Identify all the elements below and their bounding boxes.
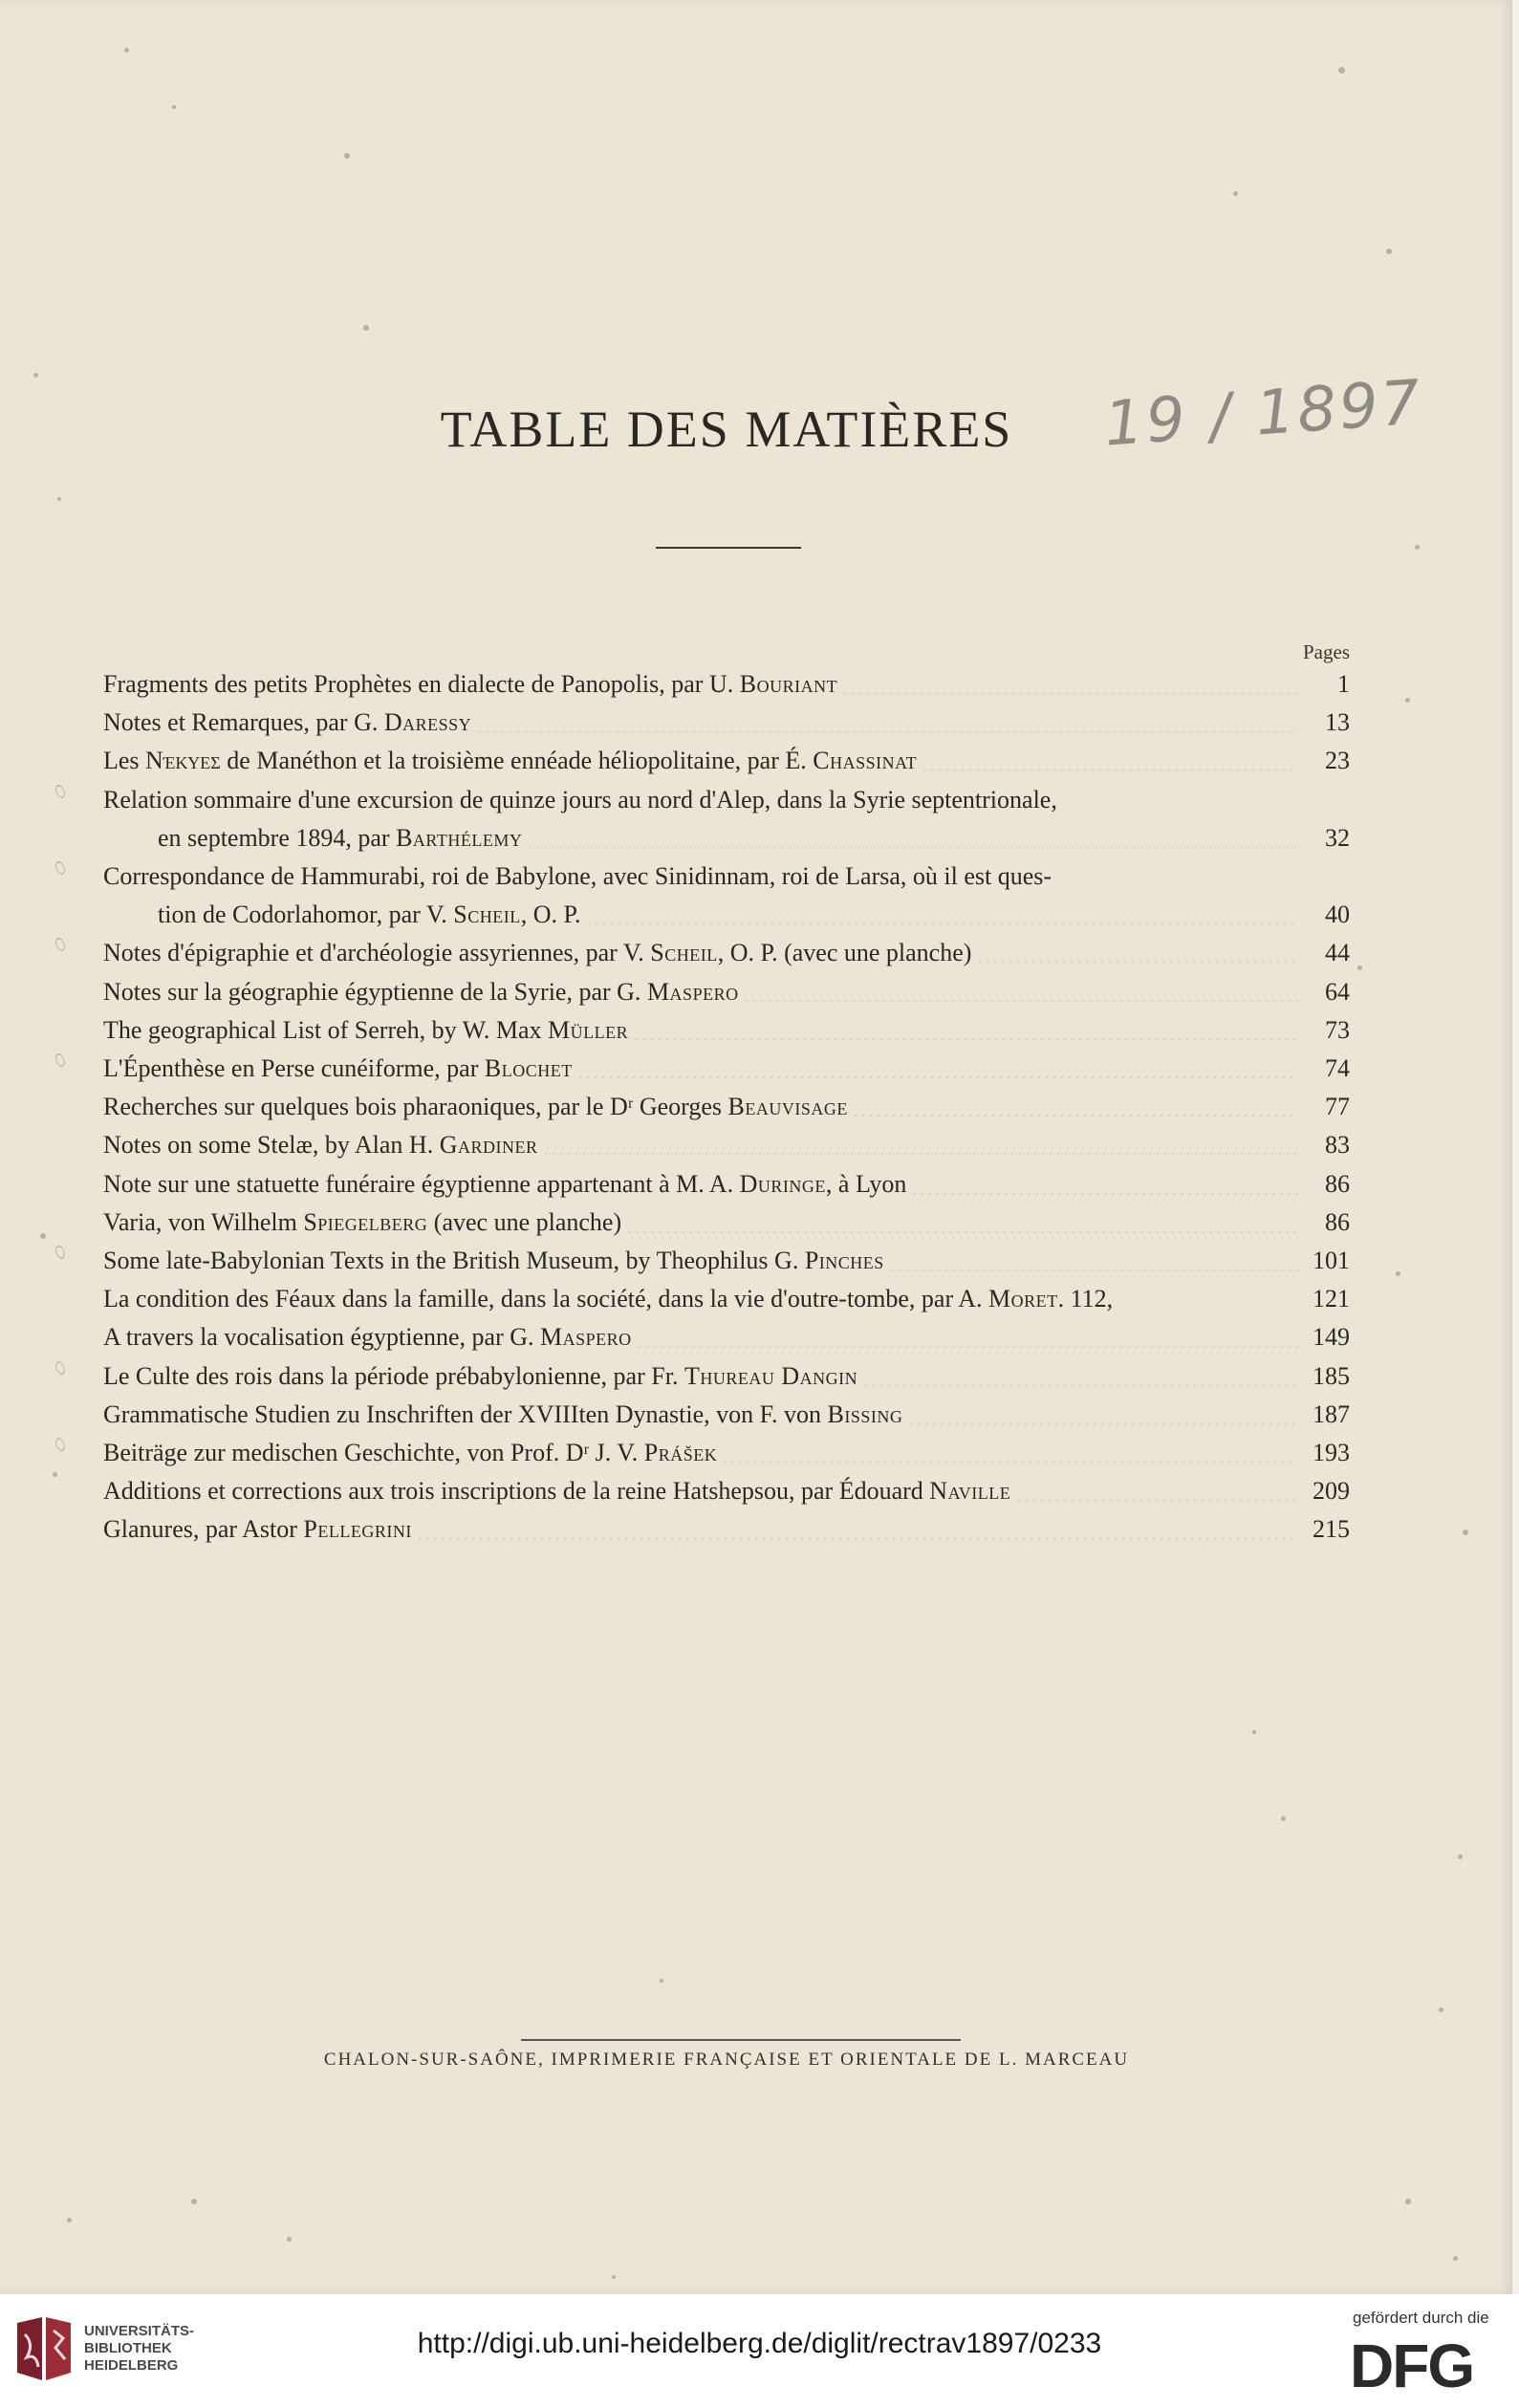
toc-entry: [103, 1396, 1350, 1434]
toc-entry: [103, 1510, 1350, 1549]
author-name: Müller: [548, 1015, 629, 1044]
toc-entry: [103, 973, 1350, 1011]
title-text: A travers la vocalisation égyptienne, par G.: [103, 1323, 541, 1352]
author-name: Daressy: [383, 708, 472, 737]
title-text: Fragments des petits Prophètes en dialecte de Panopolis, par U.: [103, 670, 740, 698]
toc-entry: [103, 1011, 1350, 1050]
paper-speck: [660, 1979, 663, 1983]
toc-entry: [103, 857, 1350, 934]
title-text: Varia, von Wilhelm: [103, 1207, 304, 1236]
toc-entry: [103, 1050, 1350, 1088]
title-text: . 112,: [1057, 1285, 1114, 1313]
toc-entry-title: [158, 896, 581, 934]
title-text: tion de Codorlahomor, par V.: [158, 900, 454, 929]
toc-entry: [103, 704, 1350, 742]
paper-speck: [1439, 2007, 1443, 2012]
author-name: Pellegrini: [303, 1515, 412, 1544]
handwritten-annotation: 19 / 1897: [1101, 367, 1425, 461]
author-name: Maspero: [540, 1323, 632, 1352]
title-text: Notes sur la géographie égyptienne de la Syrie, par G.: [103, 977, 647, 1006]
toc-entry: [103, 1472, 1350, 1510]
title-text: Notes on some Stelæ, by Alan H.: [103, 1131, 440, 1160]
toc-entry-line: [103, 1318, 1350, 1356]
paper-speck: [67, 2218, 72, 2223]
title-text: , O. P. (avec une planche): [717, 939, 972, 967]
dot-leader: [745, 977, 1298, 1002]
dot-leader: [418, 1514, 1298, 1539]
title-text: Additions et corrections aux trois inscriptions de la reine Hatshepsou, par Édouard: [103, 1477, 930, 1506]
paper-speck: [172, 105, 176, 109]
dot-leader: [723, 1438, 1298, 1463]
paper-speck: [612, 2275, 616, 2279]
author-name: Blochet: [484, 1054, 573, 1083]
title-text: Le Culte des rois dans la période prébabylonienne, par Fr.: [103, 1361, 684, 1390]
toc-page-number: 32: [1325, 823, 1350, 852]
table-of-contents: [103, 665, 1350, 1550]
toc-entry-title: [103, 1050, 573, 1088]
dot-leader: [912, 1169, 1298, 1194]
toc-page-number: 149: [1313, 1323, 1350, 1352]
toc-entry: [103, 1126, 1350, 1164]
author-name: Barthélemy: [396, 823, 523, 852]
dfg-logo: DFG: [1350, 2332, 1474, 2400]
toc-entry-line: [103, 1011, 1350, 1050]
dot-leader: [477, 707, 1298, 732]
dot-leader: [908, 1399, 1298, 1424]
toc-entry: [103, 1242, 1350, 1280]
toc-entry-title: [103, 973, 739, 1011]
toc-entry-line: [103, 819, 1350, 857]
author-name: Bouriant: [739, 670, 838, 698]
author-name: Scheil: [453, 900, 521, 929]
dot-leader: [627, 1207, 1298, 1232]
toc-entry-title: [103, 1434, 717, 1472]
toc-entry: [103, 665, 1350, 704]
toc-entry-line: [103, 781, 1350, 819]
dot-leader: [1016, 1476, 1298, 1501]
author-name: Naville: [929, 1477, 1011, 1506]
paper-speck: [1338, 67, 1345, 74]
title-rule: [656, 547, 801, 549]
author-name: Pinches: [804, 1247, 884, 1275]
toc-page-number: 121: [1313, 1285, 1350, 1313]
toc-entry-line: [103, 1472, 1350, 1510]
toc-entry-line: [103, 896, 1350, 934]
toc-entry-title: [103, 781, 1057, 819]
dot-leader: [578, 1053, 1298, 1078]
toc-page-number: 1: [1337, 670, 1350, 698]
toc-page-number: 40: [1325, 900, 1350, 929]
title-text: The geographical List of Serreh, by W. Max: [103, 1015, 548, 1044]
toc-page-number: 83: [1325, 1131, 1350, 1160]
toc-entry-line: [103, 1510, 1350, 1549]
title-text: Νέκυες: [145, 747, 221, 775]
title-text: Beiträge zur medischen Geschichte, von Prof. Dʳ J. V.: [103, 1439, 644, 1467]
source-url[interactable]: http://digi.ub.uni-heidelberg.de/diglit/rectrav1897/0233: [417, 2328, 1102, 2359]
author-name: Scheil: [650, 939, 718, 967]
toc-entry-line: [103, 857, 1350, 896]
library-name-line: UNIVERSITÄTS-: [84, 2323, 195, 2339]
page-title: TABLE DES MATIÈRES: [440, 401, 1013, 458]
toc-entry: [103, 1318, 1350, 1356]
toc-entry-title: [103, 1472, 1010, 1510]
toc-page-number: 13: [1325, 708, 1350, 737]
title-text: L'Épenthèse en Perse cunéiforme, par: [103, 1054, 485, 1083]
toc-entry-title: [103, 742, 917, 780]
paper-speck: [1233, 191, 1238, 196]
author-name: Prášek: [643, 1439, 718, 1467]
author-name: Duringe: [739, 1169, 826, 1198]
toc-entry-title: [103, 1165, 906, 1204]
title-text: de Manéthon et la troisième ennéade héliopolitaine, par É.: [220, 747, 814, 775]
dot-leader: [528, 823, 1298, 848]
toc-entry-line: [103, 1357, 1350, 1396]
toc-page-number: 187: [1313, 1399, 1350, 1428]
author-name: Gardiner: [439, 1131, 538, 1160]
toc-entry-title: [103, 665, 837, 704]
author-name: Moret: [987, 1285, 1058, 1313]
dot-leader: [854, 1092, 1298, 1117]
toc-page-number: 23: [1325, 747, 1350, 775]
paper-speck: [40, 1233, 46, 1239]
toc-page-number: 64: [1325, 977, 1350, 1006]
title-text: (avec une planche): [427, 1207, 622, 1236]
toc-entry-line: [103, 1050, 1350, 1088]
dot-leader: [638, 1322, 1298, 1347]
toc-entry-title: [103, 1088, 848, 1126]
paper-speck: [1453, 2256, 1458, 2261]
toc-page-number: 86: [1325, 1207, 1350, 1236]
toc-entry-line: [103, 934, 1350, 972]
title-text: Correspondance de Hammurabi, roi de Babylone, avec Sinidinnam, roi de Larsa, où il est ques-: [103, 862, 1052, 891]
paper-speck: [287, 2237, 292, 2242]
toc-entry-line: [103, 1126, 1350, 1164]
printer-imprint: CHALON-SUR-SAÔNE, IMPRIMERIE FRANÇAISE ET ORIENTALE DE L. MARCEAU: [323, 2050, 1130, 2070]
toc-entry: [103, 781, 1350, 857]
toc-page-number: 74: [1325, 1054, 1350, 1083]
toc-entry-line: [103, 665, 1350, 704]
author-name: Spiegelberg: [303, 1207, 428, 1236]
library-name-line: BIBLIOTHEK: [84, 2340, 172, 2356]
toc-entry-title: [103, 1318, 632, 1356]
paper-speck: [33, 373, 38, 378]
paper-speck: [1405, 2199, 1411, 2204]
author-name: Maspero: [646, 977, 739, 1006]
toc-entry: [103, 1088, 1350, 1126]
paper-speck: [344, 153, 350, 159]
title-text: Note sur une statuette funéraire égyptienne appartenant à M. A.: [103, 1169, 740, 1198]
toc-entry-title: [103, 1280, 1113, 1318]
dot-leader: [890, 1246, 1298, 1270]
toc-entry-title: [103, 1242, 884, 1280]
toc-entry-title: [103, 1357, 857, 1396]
paper-speck: [1252, 1730, 1256, 1734]
toc-entry-line: [103, 1242, 1350, 1280]
paper-speck: [57, 497, 61, 501]
toc-page-number: 86: [1325, 1169, 1350, 1198]
paper-speck: [1405, 698, 1410, 703]
page-edge: [1512, 0, 1519, 2294]
toc-entry-title: [103, 1204, 621, 1242]
toc-entry: [103, 1357, 1350, 1396]
toc-entry: [103, 1434, 1350, 1472]
toc-entry-title: [103, 934, 971, 972]
dot-leader: [544, 1130, 1299, 1155]
toc-entry: [103, 1204, 1350, 1242]
title-text: Some late-Babylonian Texts in the British Museum, by Theophilus G.: [103, 1247, 805, 1275]
toc-entry: [103, 934, 1350, 972]
toc-entry-title: [103, 1011, 628, 1050]
toc-page-number: 101: [1313, 1247, 1350, 1275]
title-text: en septembre 1894, par: [158, 823, 397, 852]
title-text: Notes d'épigraphie et d'archéologie assyriennes, par V.: [103, 939, 651, 967]
toc-page-number: 77: [1325, 1093, 1350, 1121]
toc-page-number: 44: [1325, 939, 1350, 967]
paper-speck: [1281, 1816, 1286, 1821]
paper-speck: [124, 48, 129, 53]
paper-speck: [1458, 1855, 1463, 1859]
title-text: Recherches sur quelques bois pharaoniques, par le Dʳ Georges: [103, 1093, 728, 1121]
title-text: Grammatische Studien zu Inschriften der XVIIIten Dynastie, von F. von: [103, 1399, 828, 1428]
toc-entry-title: [103, 857, 1052, 896]
toc-entry-line: [103, 973, 1350, 1011]
toc-entry-line: [103, 1165, 1350, 1204]
toc-entry-line: [103, 1204, 1350, 1242]
title-text: , à Lyon: [825, 1169, 907, 1198]
author-name: Bissing: [827, 1399, 903, 1428]
toc-entry-line: [103, 704, 1350, 742]
dot-leader: [843, 669, 1298, 694]
toc-entry-title: [158, 819, 522, 857]
pages-column-header: Pages: [1303, 640, 1350, 663]
title-text: Notes et Remarques, par G.: [103, 708, 384, 737]
dfg-caption: gefördert durch die: [1353, 2309, 1489, 2327]
toc-entry-title: [103, 1396, 902, 1434]
title-text: La condition des Féaux dans la famille, dans la société, dans la vie d'outre-tombe, par A.: [103, 1285, 988, 1313]
toc-entry-line: [103, 1280, 1350, 1318]
dot-leader: [922, 746, 1298, 770]
toc-page-number: 215: [1313, 1515, 1350, 1544]
imprint-rule: [521, 2039, 961, 2041]
dot-leader: [977, 938, 1298, 963]
dot-leader: [863, 1361, 1298, 1386]
toc-entry-title: [103, 1126, 538, 1164]
toc-page-number: 209: [1313, 1477, 1350, 1506]
toc-entry-line: [103, 1434, 1350, 1472]
toc-entry-line: [103, 1396, 1350, 1434]
paper-speck: [1415, 545, 1420, 550]
toc-entry-line: [103, 1088, 1350, 1126]
paper-speck: [1357, 965, 1362, 970]
paper-speck: [1386, 249, 1392, 254]
toc-entry-title: [103, 1510, 412, 1549]
toc-entry: [103, 742, 1350, 780]
toc-page-number: 185: [1313, 1361, 1350, 1390]
paper-speck: [363, 325, 369, 331]
author-name: Thureau Dangin: [684, 1361, 858, 1390]
library-name-line: HEIDELBERG: [84, 2357, 179, 2374]
title-text: , O. P.: [520, 900, 581, 929]
title-text: Relation sommaire d'une excursion de quinze jours au nord d'Alep, dans la Syrie septentrionale,: [103, 785, 1057, 814]
toc-entry-line: [103, 742, 1350, 780]
paper-speck: [53, 1472, 57, 1477]
dot-leader: [587, 900, 1298, 924]
author-name: Beauvisage: [727, 1093, 848, 1121]
toc-page-number: 193: [1313, 1439, 1350, 1467]
paper-speck: [1396, 1271, 1400, 1276]
paper-speck: [191, 2199, 197, 2204]
toc-entry-title: [103, 704, 471, 742]
paper-speck: [1463, 1529, 1468, 1535]
toc-entry: [103, 1280, 1350, 1318]
title-text: Glanures, par Astor: [103, 1515, 304, 1544]
toc-page-number: 73: [1325, 1015, 1350, 1044]
dot-leader: [634, 1015, 1298, 1040]
author-name: Chassinat: [813, 747, 918, 775]
toc-entry: [103, 1165, 1350, 1204]
title-text: Les: [103, 747, 146, 775]
